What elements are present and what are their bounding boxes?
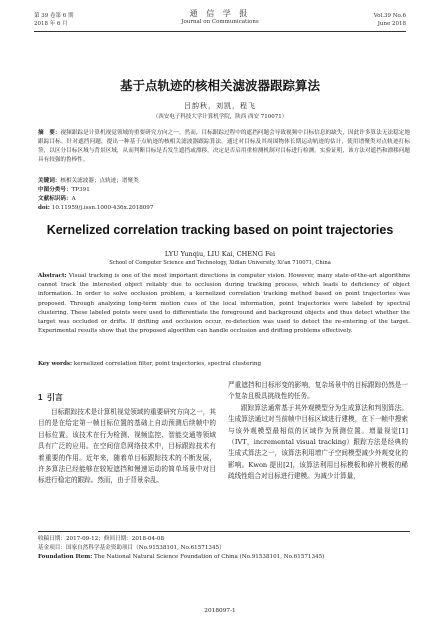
abstract-en-text: Visual tracking is one of the most important directions in computer vision. However, many state-of-the-art algorithms cannot track the interested object reliably due to occlusion during tracking process, which leads to deficiency of object information. In order to solve occlusion problem, a kernelized correlation tracking method based on point trajectories was proposed. Through analyzing long-term motion cues of the local information, point trajectories were labeled by spectral clustering. These labeled points were used to differentiate the foreground and background objects and thus detect whether the target was occluded or drifts. If drifting and occlusion occur, re-detection was used to detect the re-entering of the target. Experimental results show that the proposed algorithm can handle occlusion and drifting problems effectively. [38,273,410,335]
document-code [38,195,76,203]
doi-text: 10.11959/j.issn.1000-436x.2018097 [51,205,154,211]
paper-title-cn: 基于点轨迹的核相关滤波器跟踪算法 [119,78,320,93]
section-heading [38,392,63,403]
body-paragraph: 严重遮挡和目标形变的影响，复杂场景中的目标跟踪仍然是一个复杂且极具挑战性的任务。 [228,381,408,401]
body-column-right [228,380,408,483]
journal-name-cn: 通 信 学 报 [189,9,251,18]
header-date-cn: 2018 年 6 月 [34,21,68,27]
fund-en [38,553,324,561]
header-rule [34,31,406,32]
abstract-en [38,272,410,336]
doc-code-label: 文献标识码： [38,196,72,202]
body-paragraph: 跟踪算法通常基于其外观模型分为生成算法和判别算法。生成算法通过对当前帧中目标区域进行建模，在下一帧中搜索与该外观模型最相似的区域作为预测位置。增量视觉[1]（IVT，incremental visual tracking）跟踪方法是经典的生成式算法之一，该算法利用增广子空间模型减少外观变化的影响。Kwon 提出[2]，该算法利用目标模板和碎片模板的稀疏线性组合对目标进行建模。为减少计算量， [228,403,408,481]
clc-number [38,186,90,194]
affiliation-en: School of Computer Science and Technology, Xidian University, Xi'an 710071, China [109,260,331,266]
paper-title-en: Kernelized correlation tracking based on point trajectories [46,223,394,237]
keywords-cn-label: 关键词： [38,178,61,184]
doi [38,204,153,212]
journal-name-en: Journal on Communications [181,19,259,25]
doc-code-text: A [71,196,76,202]
header-volume-right [374,12,406,28]
page-number: 2018097-1 [204,608,236,614]
fund-en-text: The National Natural Science Foundation of China (No.91538101, No.61571345) [92,554,325,560]
doi-label: doi: [38,205,52,211]
keywords-cn [38,177,139,185]
authors-cn: 吕韵秋，刘凯，程飞 [184,102,256,110]
clc-text: TP391 [71,187,90,193]
fund-en-label: Foundation Item: [38,554,93,560]
keywords-cn-text: 核相关滤波器；点轨迹；谱聚类 [60,178,139,184]
keywords-en-text: kernelized correlation filter, point trajectories, spectral clustering [72,361,262,367]
section-number: 1 [38,393,43,402]
keywords-en [38,361,261,367]
keywords-en-label: Key words: [38,361,73,367]
abstract-cn-text: 视频跟踪是计算机视觉领域的重要研究方向之一。然而，目标跟踪过程中的遮挡问题会导致视频中目标信息的缺失，因此许多算法无法稳定地跟踪目标。针对遮挡问题，提出一种基于点轨迹的核相关滤波器跟踪算法。通过对目标及其周围物体长期运动轨迹的估计，使用谱聚类对点轨迹打标签，以区分目标区域与背景区域，从而判断目标是否发生遮挡或漂移，决定是否启用重检测机制对目标进行检测。实验证明，该方法对遮挡和漂移问题具有较强的鲁棒性。 [38,130,410,164]
abstract-cn-label: 摘 要： [38,130,61,136]
header-volume-cn: 第 39 卷第 6 期 [34,13,74,19]
abstract-cn [38,129,410,165]
fund-cn: 基金项目：国家自然科学基金资助项目（No.91538101, No.61571345） [38,545,225,551]
affiliation-cn: （西安电子科技大学计算机学院，陕西 西安 710071） [152,114,288,120]
authors-en: LYU Yunqiu, LIU Kai, CHENG Fei [164,250,276,258]
abstract-en-label: Abstract: [38,273,67,279]
clc-label: 中图分类号： [38,187,72,193]
received-date: 收稿日期：2017-09-12；修回日期：2018-04-08 [38,536,165,542]
header-date-en: June 2018 [377,21,406,27]
body-column-left: 目标跟踪技术是计算机视觉领域的重要研究方向之一，其目的是在给定第一帧目标位置的基础上自动预测后续帧中的目标位置。该技术在行为检测、视频监控、智能交通等领域具有广泛的应用。在空间信息网络技术中，目标跟踪技术有着重要的作用。近年来，随着单目标跟踪技术的不断发展，许多算法已经能够在较短遮挡和慢速运动的简单场景中对目标进行稳定的跟踪。然而，由于背景杂乱、 [38,408,216,485]
header-volume-en: Vol.39 No.6 [373,13,406,19]
section-title: 引言 [46,393,63,402]
footnote-rule [38,531,410,532]
